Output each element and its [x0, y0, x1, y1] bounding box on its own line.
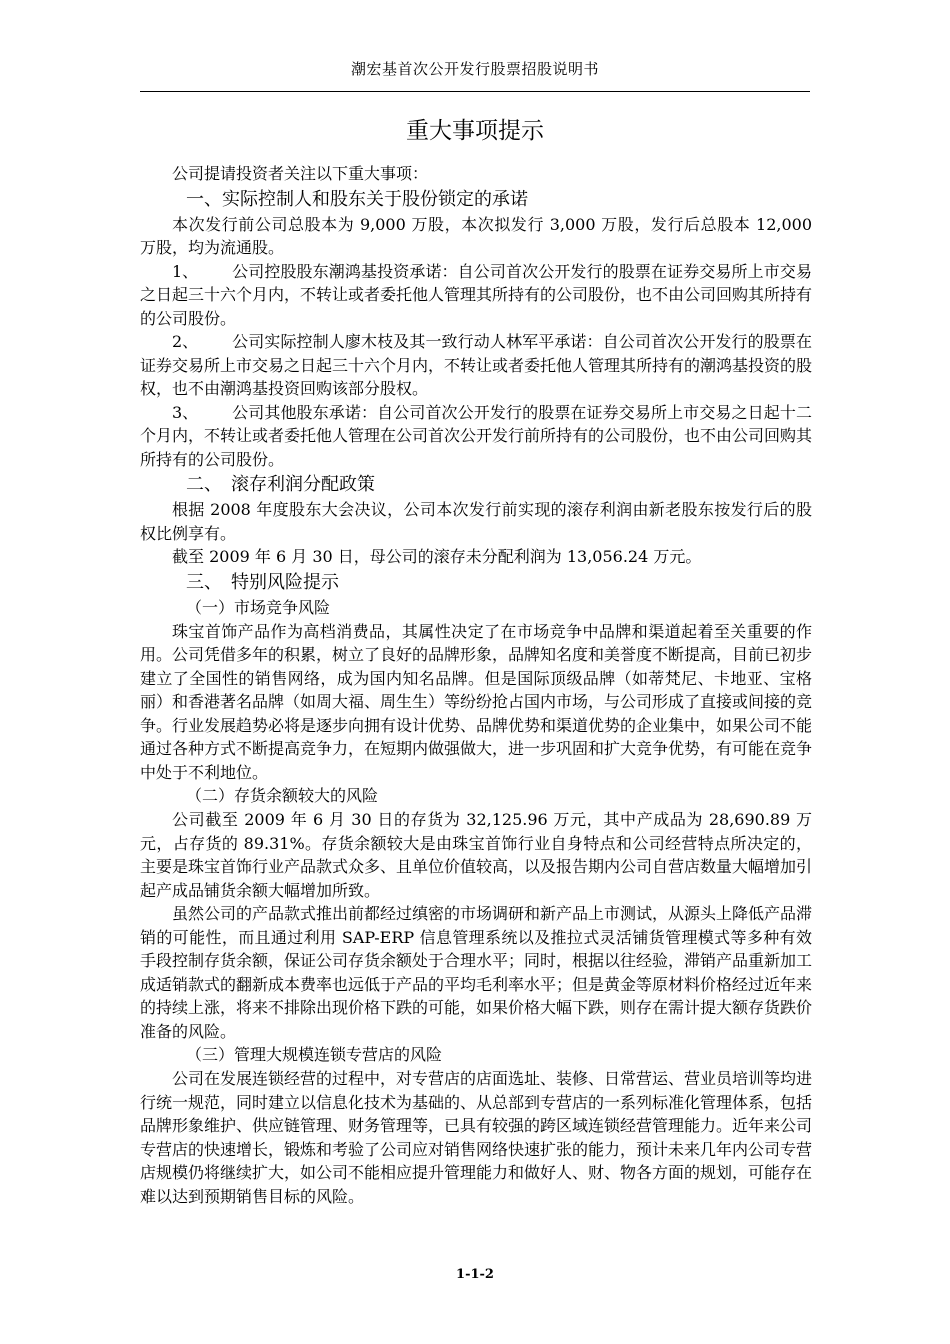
section-3-heading: 三、 特别风险提示 [186, 571, 339, 593]
document-body [140, 162, 812, 1208]
subsection-1-heading: （一）市场竞争风险 [186, 597, 331, 617]
commitment-item-1 [140, 260, 812, 331]
section-1-paragraph: 本次发行前公司总股本为 9,000 万股，本次拟发行 3,000 万股，发行后总股本 12,000 万股，均为流通股。 [140, 214, 812, 257]
section-2-paragraph-2: 截至 2009 年 6 月 30 日，母公司的滚存未分配利润为 13,056.24 万元。 [172, 547, 702, 566]
section-2-heading: 二、 滚存利润分配政策 [186, 474, 375, 495]
commitment-item-3 [140, 401, 812, 472]
header-rule [140, 91, 810, 92]
running-header: 潮宏基首次公开发行股票招股说明书 [350, 60, 599, 78]
commitment-item-2 [140, 330, 812, 401]
item-text: 公司控股股东潮鸿基投资承诺：自公司首次公开发行的股票在证券交易所上市交易之日起三十六个月内，不转让或者委托他人管理其所持有的公司股份，也不由公司回购其所持有的公司股份。 [140, 261, 813, 328]
subsection-2-paragraph-1: 公司截至 2009 年 6 月 30 日的存货为 32,125.96 万元，其中产成品为 28,690.89 万元，占存货的 89.31%。存货余额较大是由珠宝首饰行业自身特点和公司经营特点所决定的，主要是珠宝首饰行业产品款式众多、且单位价值较高，以及报告期内公司自营店数量大幅增加引起产成品铺货余额大幅增加所致。 [140, 810, 813, 900]
page-number: 1-1-2 [456, 1267, 494, 1282]
subsection-1-paragraph: 珠宝首饰产品作为高档消费品，其属性决定了在市场竞争中品牌和渠道起着至关重要的作用。公司凭借多年的积累，树立了良好的品牌形象，品牌知名度和美誉度不断提高，目前已初步建立了全国性的销售网络，成为国内知名品牌。但是国际顶级品牌（如蒂梵尼、卡地亚、宝格丽）和香港著名品牌（如周大福、周生生）等纷纷抢占国内市场，与公司形成了直接或间接的竞争。行业发展趋势必将是逐步向拥有设计优势、品牌优势和渠道优势的企业集中，如果公司不能通过各种方式不断提高竞争力，在短期内做强做大，进一步巩固和扩大竞争优势，有可能在竞争中处于不利地位。 [140, 621, 813, 782]
item-number: 3、 [172, 402, 199, 422]
document-title: 重大事项提示 [406, 118, 544, 144]
item-number: 2、 [172, 332, 199, 351]
item-text: 公司实际控制人廖木枝及其一致行动人林军平承诺：自公司首次公开发行的股票在证券交易所上市交易之日起三十六个月内，不转让或者委托他人管理其所持有的潮鸿基投资的股权，也不由潮鸿基投资回购该部分股权。 [140, 332, 813, 398]
section-1-heading: 一、实际控制人和股东关于股份锁定的承诺 [186, 188, 528, 210]
item-text: 公司其他股东承诺：自公司首次公开发行的股票在证券交易所上市交易之日起十二个月内，不转让或者委托他人管理在公司首次公开发行前所持有的公司股份，也不由公司回购其所持有的公司股份。 [140, 402, 813, 469]
subsection-2-paragraph-2: 虽然公司的产品款式推出前都经过缜密的市场调研和新产品上市测试，从源头上降低产品滞销的可能性，而且通过利用 SAP-ERP 信息管理系统以及推拉式灵活铺货管理模式等多种有效手段控制存货余额，保证公司存货余额处于合理水平；同时，根据以往经验，滞销产品重新加工成适销款式的翻新成本费率也远低于产品的平均毛利率水平；但是黄金等原材料价格经过近年来的持续上涨，将来不排除出现价格下跌的可能，如果价格大幅下跌，则存在需计提大额存货跌价准备的风险。 [140, 904, 813, 1041]
subsection-3-heading: （三）管理大规模连锁专营店的风险 [186, 1045, 443, 1064]
subsection-3-paragraph: 公司在发展连锁经营的过程中，对专营店的店面选址、装修、日常营运、营业员培训等均进行统一规范，同时建立以信息化技术为基础的、从总部到专营店的一系列标准化管理体系，包括品牌形象维护、供应链管理、财务管理等，已具有较强的跨区域连锁经营管理能力。近年来公司专营店的快速增长，锻炼和考验了公司应对销售网络快速扩张的能力，预计未来几年内公司专营店规模仍将继续扩大，如公司不能相应提升管理能力和做好人、财、物各方面的规划，可能存在难以达到预期销售目标的风险。 [140, 1069, 813, 1206]
subsection-2-heading: （二）存货余额较大的风险 [186, 786, 379, 805]
section-2-paragraph-1: 根据 2008 年度股东大会决议，公司本次发行前实现的滚存利润由新老股东按发行后的股权比例享有。 [140, 500, 812, 543]
intro-paragraph: 公司提请投资者关注以下重大事项： [172, 164, 429, 183]
item-number: 1、 [172, 261, 199, 281]
